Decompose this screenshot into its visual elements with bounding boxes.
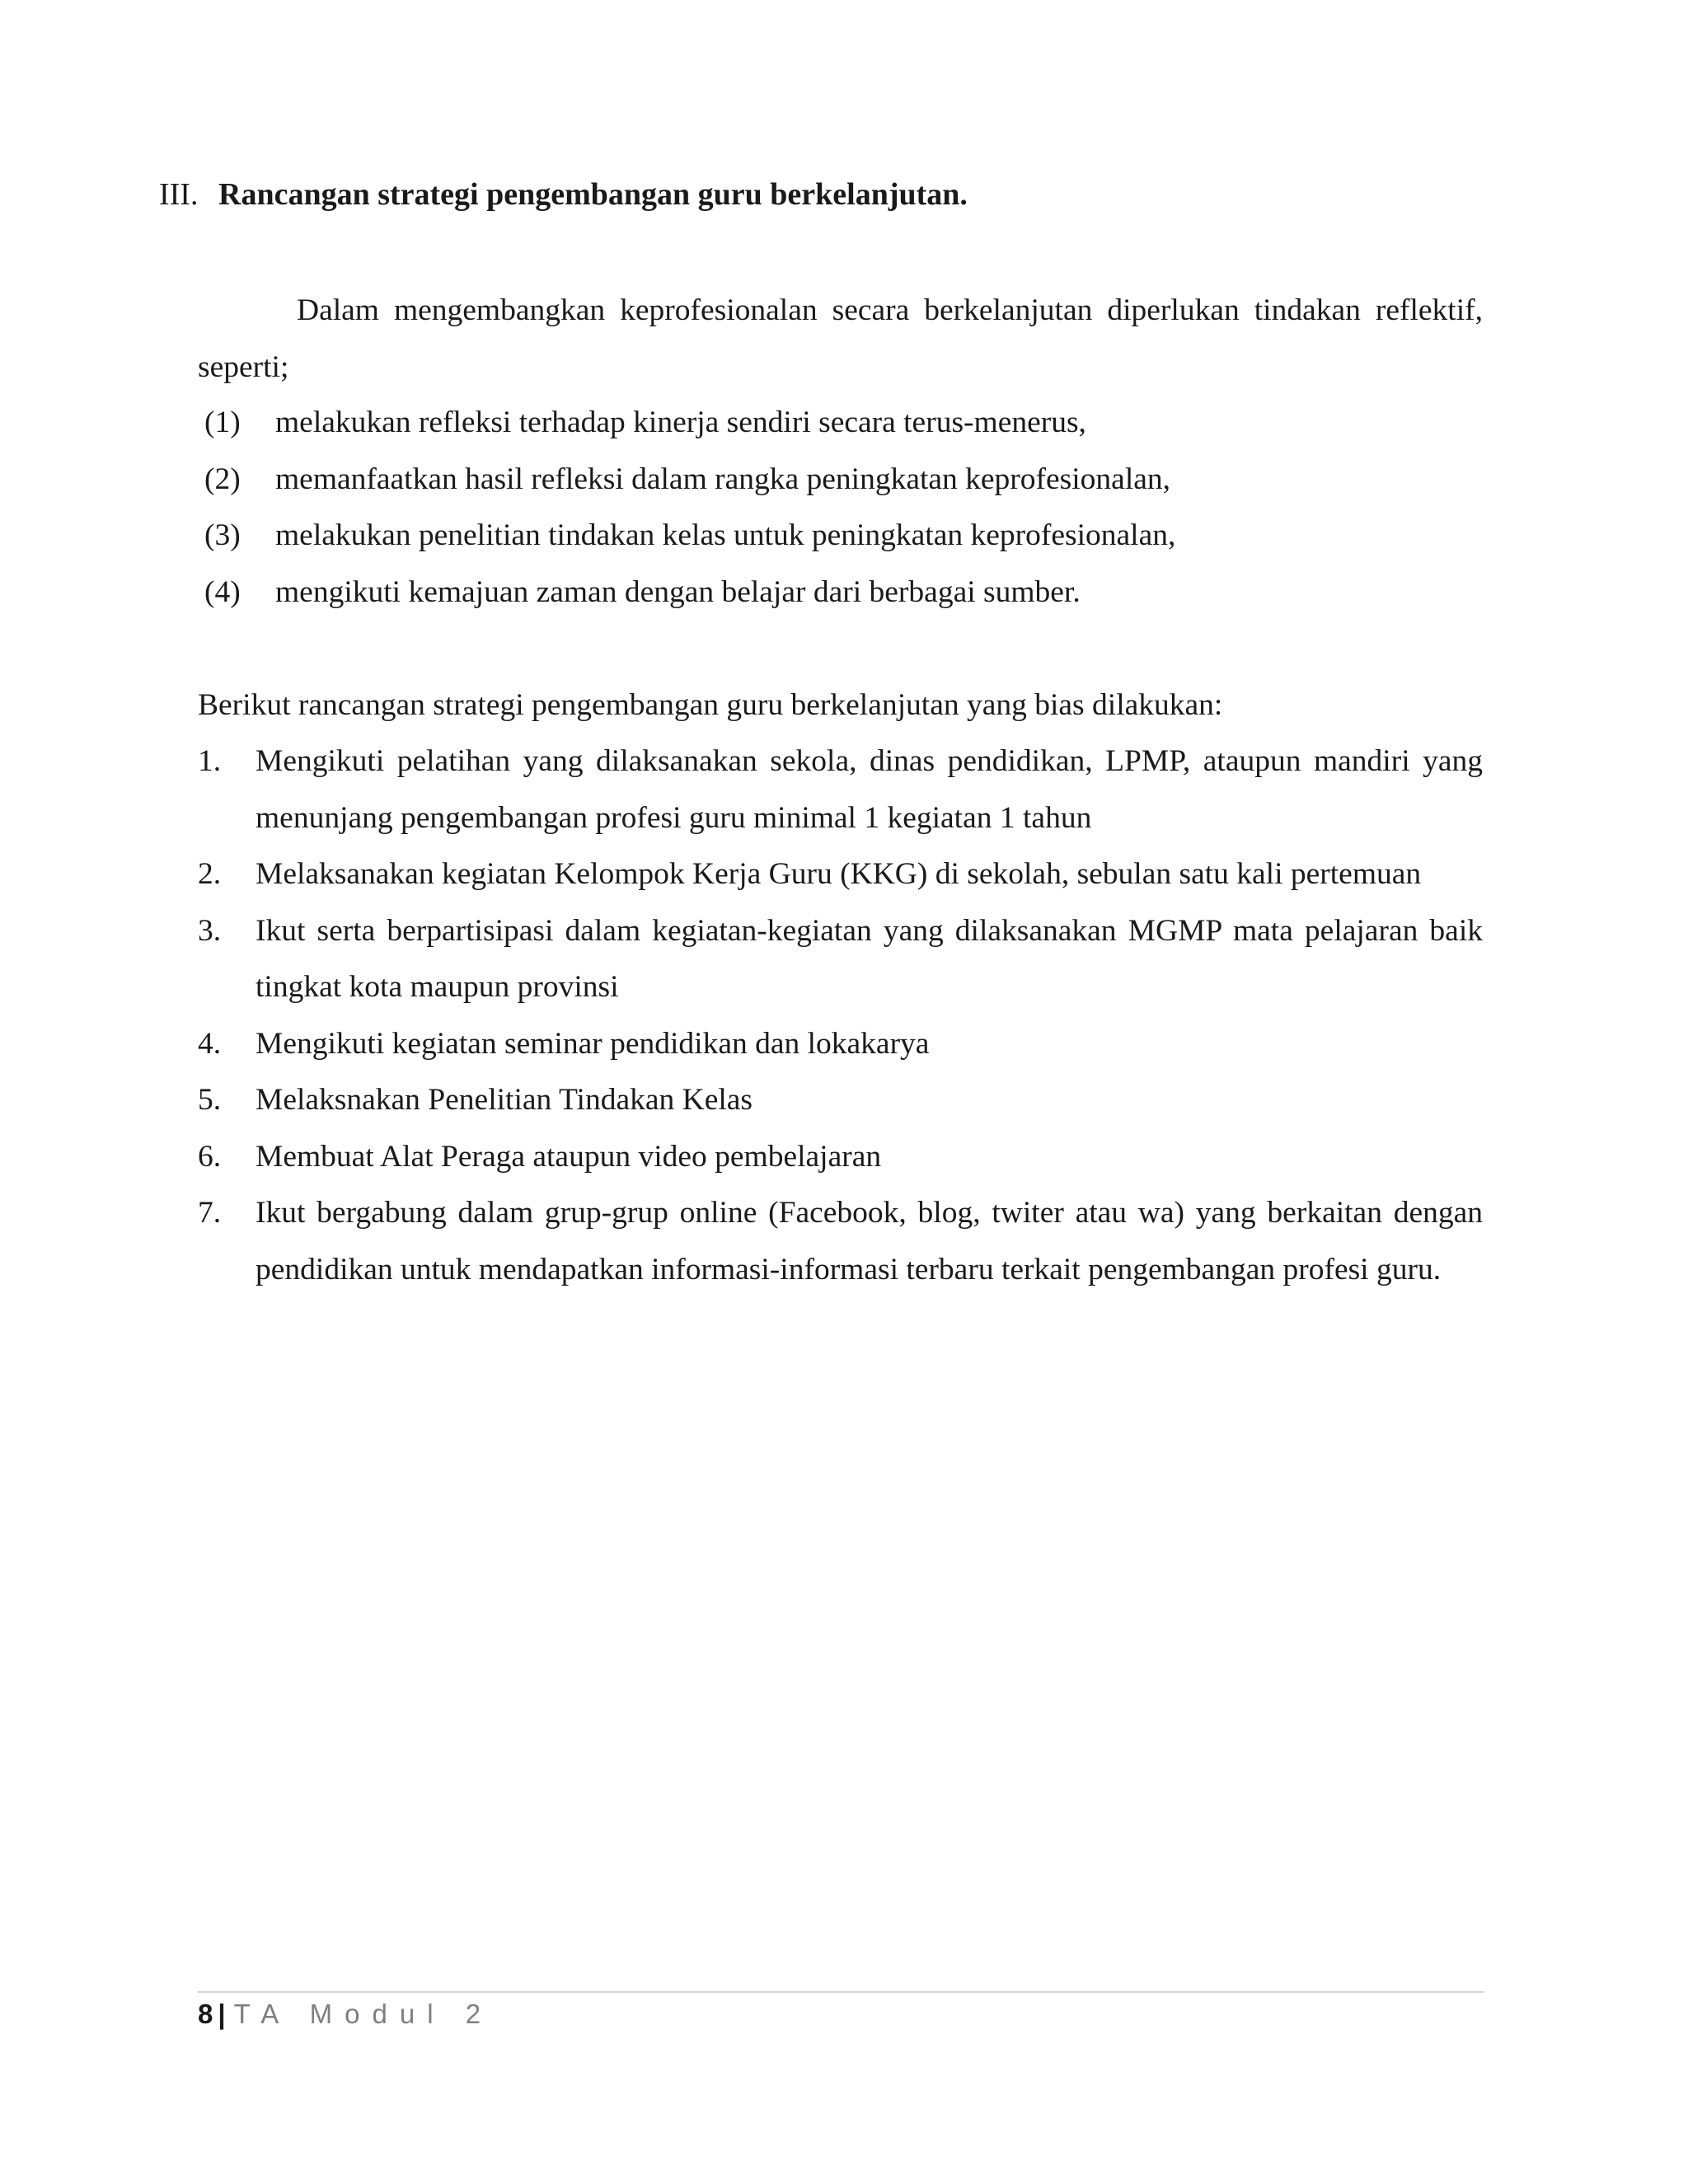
list-item [204,395,1483,452]
list-marker: 7. [198,1196,222,1230]
list-marker: 4. [198,1026,222,1061]
list-item [198,846,1483,903]
intro-paragraph: Dalam mengembangkan keprofesionalan secara berkelanjutan diperlukan tindakan reflektif, seperti; [198,293,1483,384]
list-item-text: melakukan penelitian tindakan kelas untuk peningkatan keprofesionalan, [275,518,1176,552]
list-marker: (2) [204,462,241,496]
section-numeral: III. [159,177,199,212]
list-marker: (4) [204,574,241,609]
page-number: 8 [198,1999,213,2029]
reflective-actions-list [204,395,1483,621]
list-item-text: Melaksanakan kegiatan Kelompok Kerja Guru (KKG) di sekolah, sebulan satu kali pertemuan [256,857,1422,891]
list-marker: 3. [198,913,222,948]
list-item-text: mengikuti kemajuan zaman dengan belajar dari berbagai sumber. [275,574,1081,609]
list-item [198,1185,1483,1298]
list-item-text: Ikut serta berpartisipasi dalam kegiatan-kegiatan yang dilaksanakan MGMP mata pelajaran baik tingkat kota maupun provinsi [256,913,1483,1004]
strategy-lead-paragraph: Berikut rancangan strategi pengembangan guru berkelanjutan yang bias dilakukan: [198,688,1223,722]
list-item [204,565,1483,621]
list-marker: 2. [198,857,222,891]
list-item [198,733,1483,846]
list-item-text: Membuat Alat Peraga ataupun video pembelajaran [256,1139,882,1174]
strategy-list [198,733,1483,1298]
page-footer [198,1996,493,2032]
list-item [204,508,1483,565]
list-marker: (3) [204,518,241,552]
footer-separator: | [218,1999,226,2029]
footer-document-label: TA Modul 2 [233,1999,494,2029]
list-item [204,452,1483,509]
list-item-text: Mengikuti kegiatan seminar pendidikan dan lokakarya [256,1026,930,1061]
list-marker: 6. [198,1139,222,1174]
footer-divider [198,1991,1484,1993]
list-item-text: memanfaatkan hasil refleksi dalam rangka peningkatan keprofesionalan, [275,462,1171,496]
list-marker: (1) [204,405,241,439]
list-item [198,1072,1483,1129]
list-item [198,1016,1483,1073]
list-marker: 5. [198,1083,222,1117]
list-item [198,903,1483,1016]
list-item-text: Ikut bergabung dalam grup-grup online (Facebook, blog, twiter atau wa) yang berkaitan dengan pendidikan untuk mendapatkan informasi-informasi terbaru terkait pengembangan profesi guru. [256,1196,1483,1286]
list-item [198,1129,1483,1186]
list-item-text: Melaksnakan Penelitian Tindakan Kelas [256,1083,753,1117]
list-marker: 1. [198,744,222,778]
section-title: Rancangan strategi pengembangan guru berkelanjutan. [218,177,968,212]
list-item-text: melakukan refleksi terhadap kinerja sendiri secara terus-menerus, [275,405,1086,439]
list-item-text: Mengikuti pelatihan yang dilaksanakan sekola, dinas pendidikan, LPMP, ataupun mandiri yang menunjang pengembangan profesi guru minimal 1 kegiatan 1 tahun [256,744,1483,835]
section-heading [159,171,968,218]
